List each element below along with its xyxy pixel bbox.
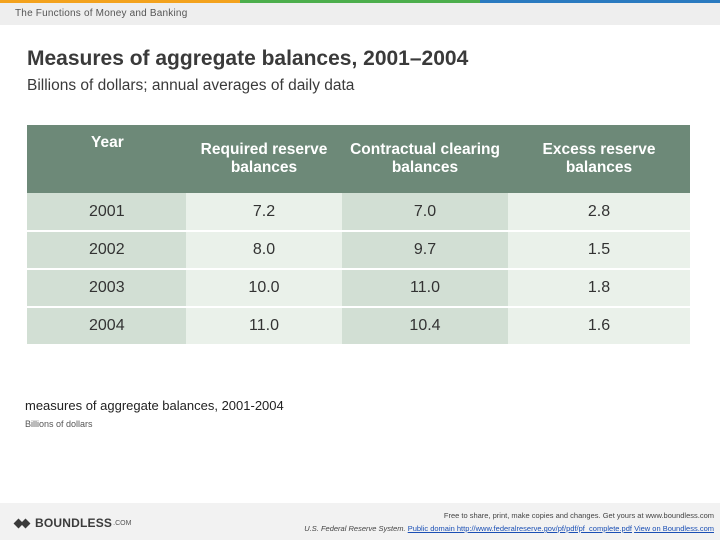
cell-required: 7.2 [186,193,342,231]
figure-title: Measures of aggregate balances, 2001–2004 [27,47,469,70]
cell-required: 11.0 [186,307,342,345]
column-header-contractual: Contractual clearing balances [342,125,508,193]
cell-year: 2004 [27,307,186,345]
attribution-line [304,522,714,535]
image-caption: measures of aggregate balances, 2001-2004 [25,398,284,413]
table-row [27,193,690,231]
cell-contractual: 7.0 [342,193,508,231]
cell-year: 2001 [27,193,186,231]
figure-heading [27,45,690,96]
figure-subtitle: Billions of dollars; annual averages of daily data [27,77,355,94]
share-notice: Free to share, print, make copies and changes. Get yours at www.boundless.com [443,511,714,520]
logo-suffix: .COM [113,519,132,527]
cell-contractual: 10.4 [342,307,508,345]
logo-text: BOUNDLESS [35,516,113,530]
cell-year: 2002 [27,231,186,269]
balances-table [27,125,690,346]
slide-footer [0,503,720,540]
table-row [27,269,690,307]
cell-excess: 1.6 [508,307,690,345]
column-header-required: Required reserve balances [186,125,342,193]
cell-excess: 1.5 [508,231,690,269]
image-caption-subtext: Billions of dollars [25,419,93,429]
boundless-logo-icon [14,517,32,529]
cell-contractual: 11.0 [342,269,508,307]
column-header-year: Year [27,125,186,193]
table-row [27,307,690,345]
table-row [27,231,690,269]
cell-required: 10.0 [186,269,342,307]
boundless-logo[interactable] [14,516,131,530]
slide-header [0,3,720,25]
source-text: U.S. Federal Reserve System. [304,524,406,533]
cell-excess: 2.8 [508,193,690,231]
cell-excess: 1.8 [508,269,690,307]
cell-year: 2003 [27,269,186,307]
cell-required: 8.0 [186,231,342,269]
slide-header-title: The Functions of Money and Banking [15,8,188,19]
footer-attribution [304,509,714,535]
table-header-row [27,125,690,193]
column-header-excess: Excess reserve balances [508,125,690,193]
license-link[interactable]: Public domain http://www.federalreserve.gov/pf/pdf/pf_complete.pdf [407,524,632,533]
cell-contractual: 9.7 [342,231,508,269]
view-on-boundless-link[interactable]: View on Boundless.com [634,524,714,533]
